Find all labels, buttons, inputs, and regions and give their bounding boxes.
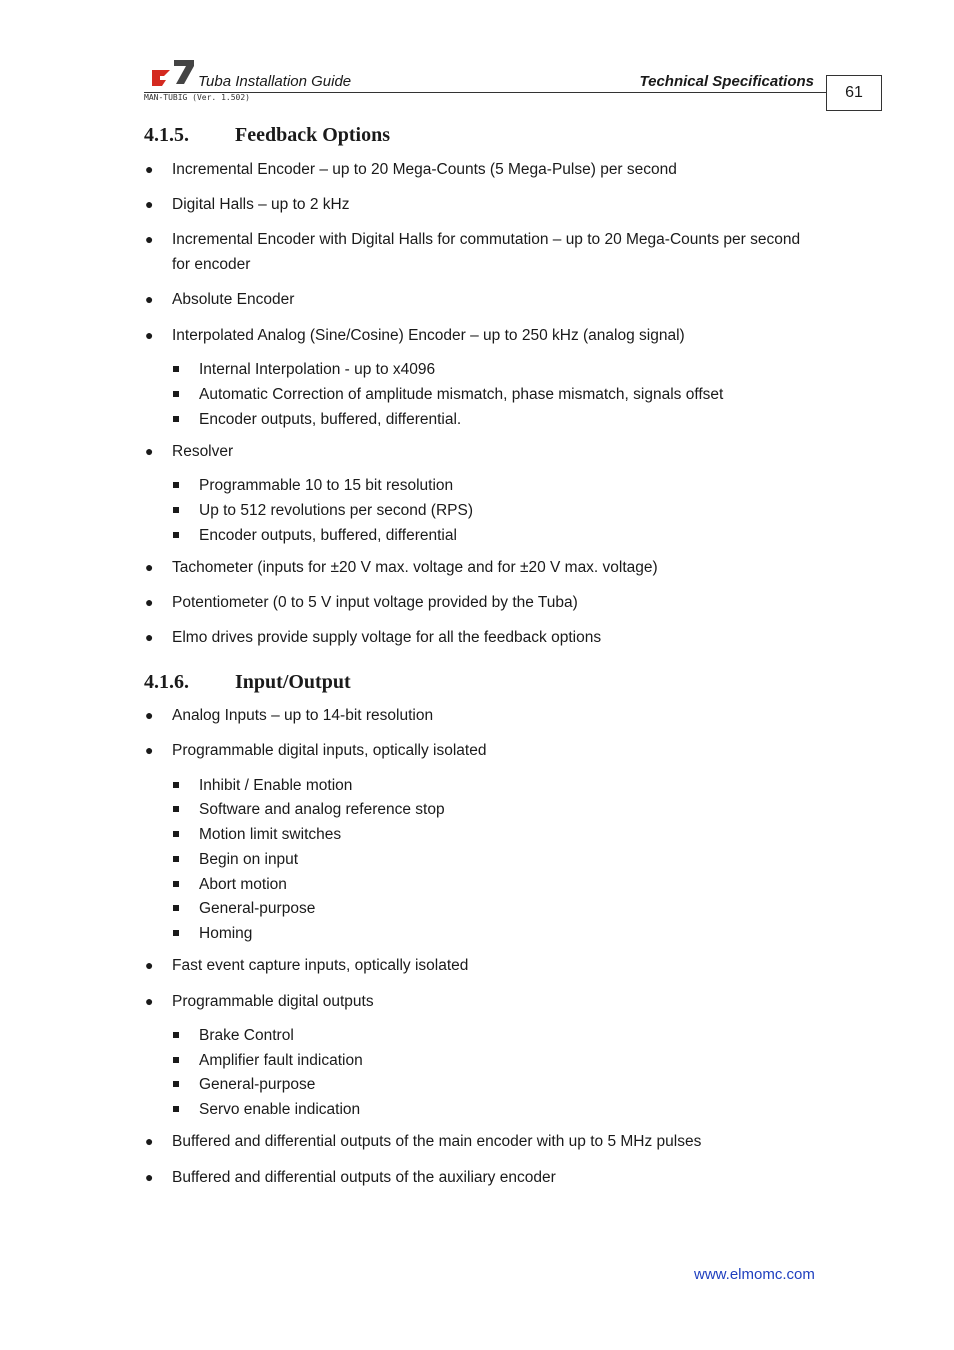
bullet-icon: ●	[145, 559, 154, 575]
section-heading-io	[144, 671, 351, 694]
bullet-icon: ●	[145, 327, 154, 343]
square-bullet-icon	[173, 1032, 179, 1038]
list-item: ● Incremental Encoder with Digital Halls for commutation – up to 20 Mega-Counts per second for encoder	[172, 227, 812, 277]
bullet-icon: ●	[145, 957, 154, 973]
square-bullet-icon	[173, 782, 179, 788]
list-item: ● Interpolated Analog (Sine/Cosine) Encoder – up to 250 kHz (analog signal)	[172, 323, 812, 348]
square-bullet-icon	[173, 391, 179, 397]
square-bullet-icon	[173, 1057, 179, 1063]
list-item: ● Buffered and differential outputs of the main encoder with up to 5 MHz pulses	[172, 1129, 812, 1154]
sub-list-item: Programmable 10 to 15 bit resolution	[199, 473, 453, 498]
square-bullet-icon	[173, 856, 179, 862]
sub-list-item: Automatic Correction of amplitude mismatch, phase mismatch, signals offset	[199, 382, 723, 407]
bullet-icon: ●	[145, 993, 154, 1009]
list-item: ● Buffered and differential outputs of the auxiliary encoder	[172, 1165, 812, 1190]
sub-list-item: General-purpose	[199, 896, 315, 921]
sub-list-item: Software and analog reference stop	[199, 797, 445, 822]
square-bullet-icon	[173, 416, 179, 422]
square-bullet-icon	[173, 1081, 179, 1087]
list-item: ● Digital Halls – up to 2 kHz	[172, 192, 812, 217]
page-header	[144, 56, 882, 112]
square-bullet-icon	[173, 905, 179, 911]
square-bullet-icon	[173, 881, 179, 887]
list-item: ● Incremental Encoder – up to 20 Mega-Counts (5 Mega-Pulse) per second	[172, 157, 812, 182]
square-bullet-icon	[173, 831, 179, 837]
sub-list-item: Internal Interpolation - up to x4096	[199, 357, 435, 382]
list-item: ● Tachometer (inputs for ±20 V max. voltage and for ±20 V max. voltage)	[172, 555, 812, 580]
bullet-icon: ●	[145, 443, 154, 459]
page-number: 61	[826, 75, 882, 111]
sub-list-item: Motion limit switches	[199, 822, 341, 847]
section-number: 4.1.5.	[144, 124, 189, 146]
section-title: Feedback Options	[235, 124, 391, 146]
sub-list-item: Abort motion	[199, 872, 287, 897]
square-bullet-icon	[173, 366, 179, 372]
bullet-icon: ●	[145, 231, 154, 247]
section-heading-feedback	[144, 124, 390, 147]
bullet-icon: ●	[145, 1133, 154, 1149]
sub-list-item: Encoder outputs, buffered, differential	[199, 523, 457, 548]
bullet-icon: ●	[145, 1169, 154, 1185]
list-item: ● Analog Inputs – up to 14-bit resolution	[172, 703, 812, 728]
sub-list-item: Amplifier fault indication	[199, 1048, 363, 1073]
doc-title: Tuba Installation Guide	[198, 73, 352, 90]
list-item: ● Resolver	[172, 439, 812, 464]
square-bullet-icon	[173, 482, 179, 488]
sub-list-item: Encoder outputs, buffered, differential.	[199, 407, 461, 432]
bullet-icon: ●	[145, 707, 154, 723]
sub-list-item: Servo enable indication	[199, 1097, 360, 1122]
square-bullet-icon	[173, 806, 179, 812]
bullet-icon: ●	[145, 196, 154, 212]
sub-list-item: Homing	[199, 921, 252, 946]
elmo-logo-icon	[148, 58, 194, 90]
square-bullet-icon	[173, 930, 179, 936]
sub-list-item: Brake Control	[199, 1023, 294, 1048]
sub-list-item: Inhibit / Enable motion	[199, 773, 352, 798]
bullet-icon: ●	[145, 291, 154, 307]
list-item: ● Elmo drives provide supply voltage for all the feedback options	[172, 625, 812, 650]
sub-list-item: General-purpose	[199, 1072, 315, 1097]
bullet-icon: ●	[145, 161, 154, 177]
website-link[interactable]: www.elmomc.com	[694, 1266, 815, 1283]
list-item: ● Fast event capture inputs, optically isolated	[172, 953, 812, 978]
section-title: Input/Output	[235, 671, 351, 693]
square-bullet-icon	[173, 507, 179, 513]
sub-list-item: Up to 512 revolutions per second (RPS)	[199, 498, 473, 523]
bullet-icon: ●	[145, 594, 154, 610]
square-bullet-icon	[173, 532, 179, 538]
bullet-icon: ●	[145, 742, 154, 758]
section-number: 4.1.6.	[144, 671, 189, 693]
sub-list-item: Begin on input	[199, 847, 298, 872]
list-item: ● Absolute Encoder	[172, 287, 812, 312]
list-item: ● Potentiometer (0 to 5 V input voltage provided by the Tuba)	[172, 590, 812, 615]
list-item: ● Programmable digital outputs	[172, 989, 812, 1014]
doc-version: MAN-TUBIG (Ver. 1.502)	[144, 93, 250, 102]
bullet-icon: ●	[145, 629, 154, 645]
header-section-title: Technical Specifications	[639, 73, 814, 90]
square-bullet-icon	[173, 1106, 179, 1112]
list-item: ● Programmable digital inputs, optically isolated	[172, 738, 812, 763]
